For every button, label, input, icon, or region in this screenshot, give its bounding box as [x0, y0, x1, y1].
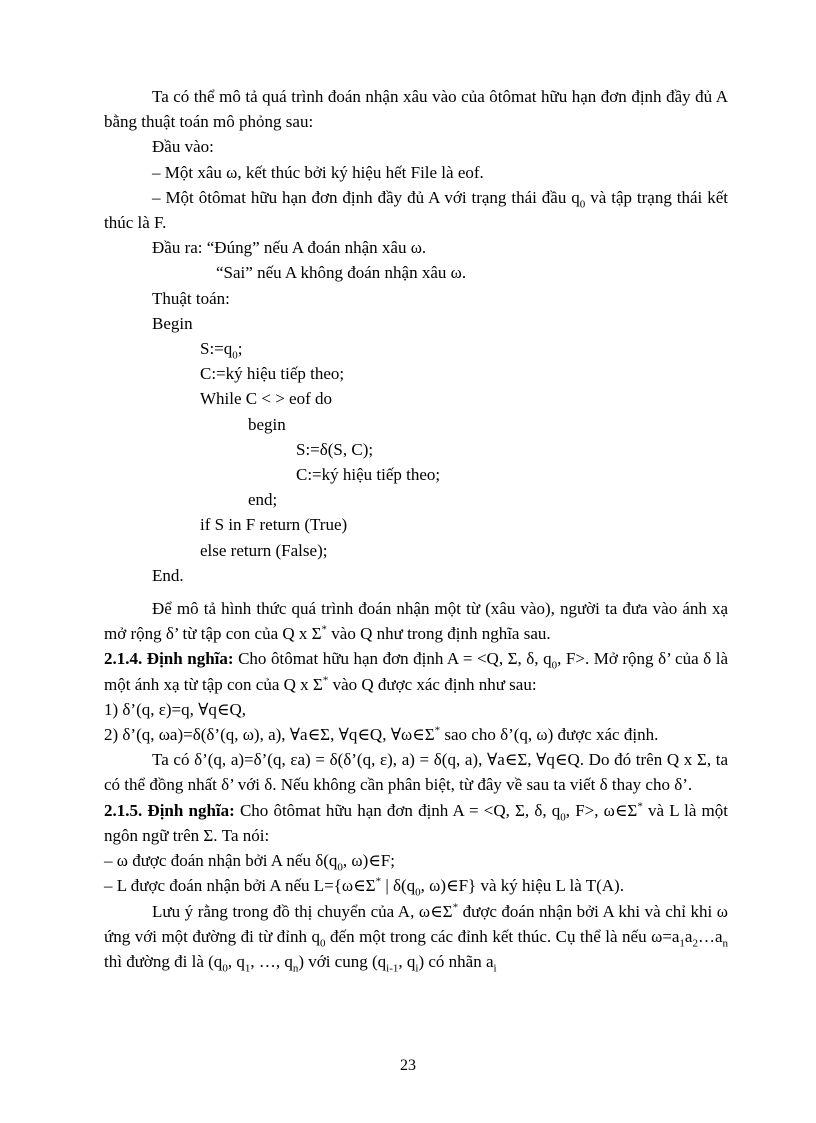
rule-2: 2) δ’(q, ωa)=δ(δ’(q, ω), a), ∀a∈Σ, ∀q∈Q, ∀ω∈Σ* sao cho δ’(q, ω) được xác định.	[104, 724, 659, 745]
code-line: if S in F return (True)	[200, 515, 348, 535]
page-number: 23	[400, 1057, 416, 1074]
code-line: else return (False);	[200, 540, 328, 560]
accept-word-item: – ω được đoán nhận bởi A nếu $\delta(q_0$, ω)∈F;	[104, 851, 395, 874]
input-item-1: – Một xâu ω, kết thúc bởi ký hiệu hết File là eof.	[152, 162, 484, 182]
code-line: While C < > eof do	[200, 389, 333, 409]
definition-title: 2.1.5. Định nghĩa:	[104, 800, 235, 820]
code-line: End.	[152, 565, 184, 585]
code-line: begin	[248, 414, 286, 434]
code-line: C:=ký hiệu tiếp theo;	[200, 364, 345, 384]
page-body	[104, 84, 728, 974]
identification-paragraph: Ta có δ’(q, a)=δ’(q, εa) = δ(δ’(q, ε), a) = δ(q, a), ∀a∈Σ, ∀q∈Q. Do đó trên Q x Σ, ta có thể đồng nhất δ’ với δ. Nếu không cần phân biệt, từ đây về sau ta viết δ thay cho δ’.	[104, 750, 728, 795]
algorithm-label: Thuật toán:	[152, 288, 230, 308]
definition-2-1-5: 2.1.5. Định nghĩa: Cho ôtômat hữu hạn đơn định A = <Q, Σ, δ, $q_0$, F>, ω∈Σ* và L là một ngôn ngữ trên Σ. Ta nói:	[104, 800, 728, 845]
code-line: C:=ký hiệu tiếp theo;	[296, 465, 441, 485]
rule-1: 1) δ’(q, ε)=q, ∀q∈Q,	[104, 699, 247, 719]
intro-paragraph: Ta có thể mô tả quá trình đoán nhận xâu vào của ôtômat hữu hạn đơn định đầy đủ A bằng thuật toán mô phỏng sau:	[104, 87, 728, 132]
output-line-2: “Sai” nếu A không đoán nhận xâu ω.	[216, 263, 467, 283]
code-line: Begin	[152, 313, 193, 333]
input-label: Đầu vào:	[152, 137, 214, 157]
code-line: end;	[248, 490, 278, 510]
extension-paragraph: Để mô tả hình thức quá trình đoán nhận một từ (xâu vào), người ta đưa vào ánh xạ mở rộng δ’ từ tập con của Q x Σ* vào Q như trong định nghĩa sau.	[104, 599, 728, 644]
code-line: $S:=q_0$;	[200, 339, 243, 362]
accept-language-item: – L được đoán nhận bởi A nếu L={ω∈Σ* | $\delta(q_0$, ω)∈F} và ký hiệu L là T(A).	[104, 875, 624, 899]
definition-2-1-4: 2.1.4. Định nghĩa: Cho ôtômat hữu hạn đơn định A = <Q, Σ, δ, $q_0$, F>. Mở rộng δ’ của δ là một ánh xạ từ tập con của Q x Σ* vào Q được xác định như sau:	[104, 649, 728, 694]
definition-title: 2.1.4. Định nghĩa:	[104, 649, 234, 669]
code-line: S:=δ(S, C);	[296, 439, 374, 459]
output-line-1: Đầu ra: “Đúng” nếu A đoán nhận xâu ω.	[152, 238, 427, 258]
input-item-2: – Một ôtômat hữu hạn đơn định đầy đủ A với trạng thái đầu $q_0$ và tập trạng thái kết thúc là F.	[104, 187, 728, 233]
path-paragraph: Lưu ý rằng trong đồ thị chuyển của A, ω∈Σ* được đoán nhận bởi A khi và chỉ khi ω ứng với một đường đi từ đỉnh $q_0$ đến một trong các đỉnh kết thúc. Cụ thể là nếu $\omega=a_1a_2\dots a_n$ thì đường đi là ($q_0$, $q_1$, …, $q_n$) với cung ($q_{i-1}$, $q_i$) có nhãn $a_i$	[104, 900, 729, 975]
